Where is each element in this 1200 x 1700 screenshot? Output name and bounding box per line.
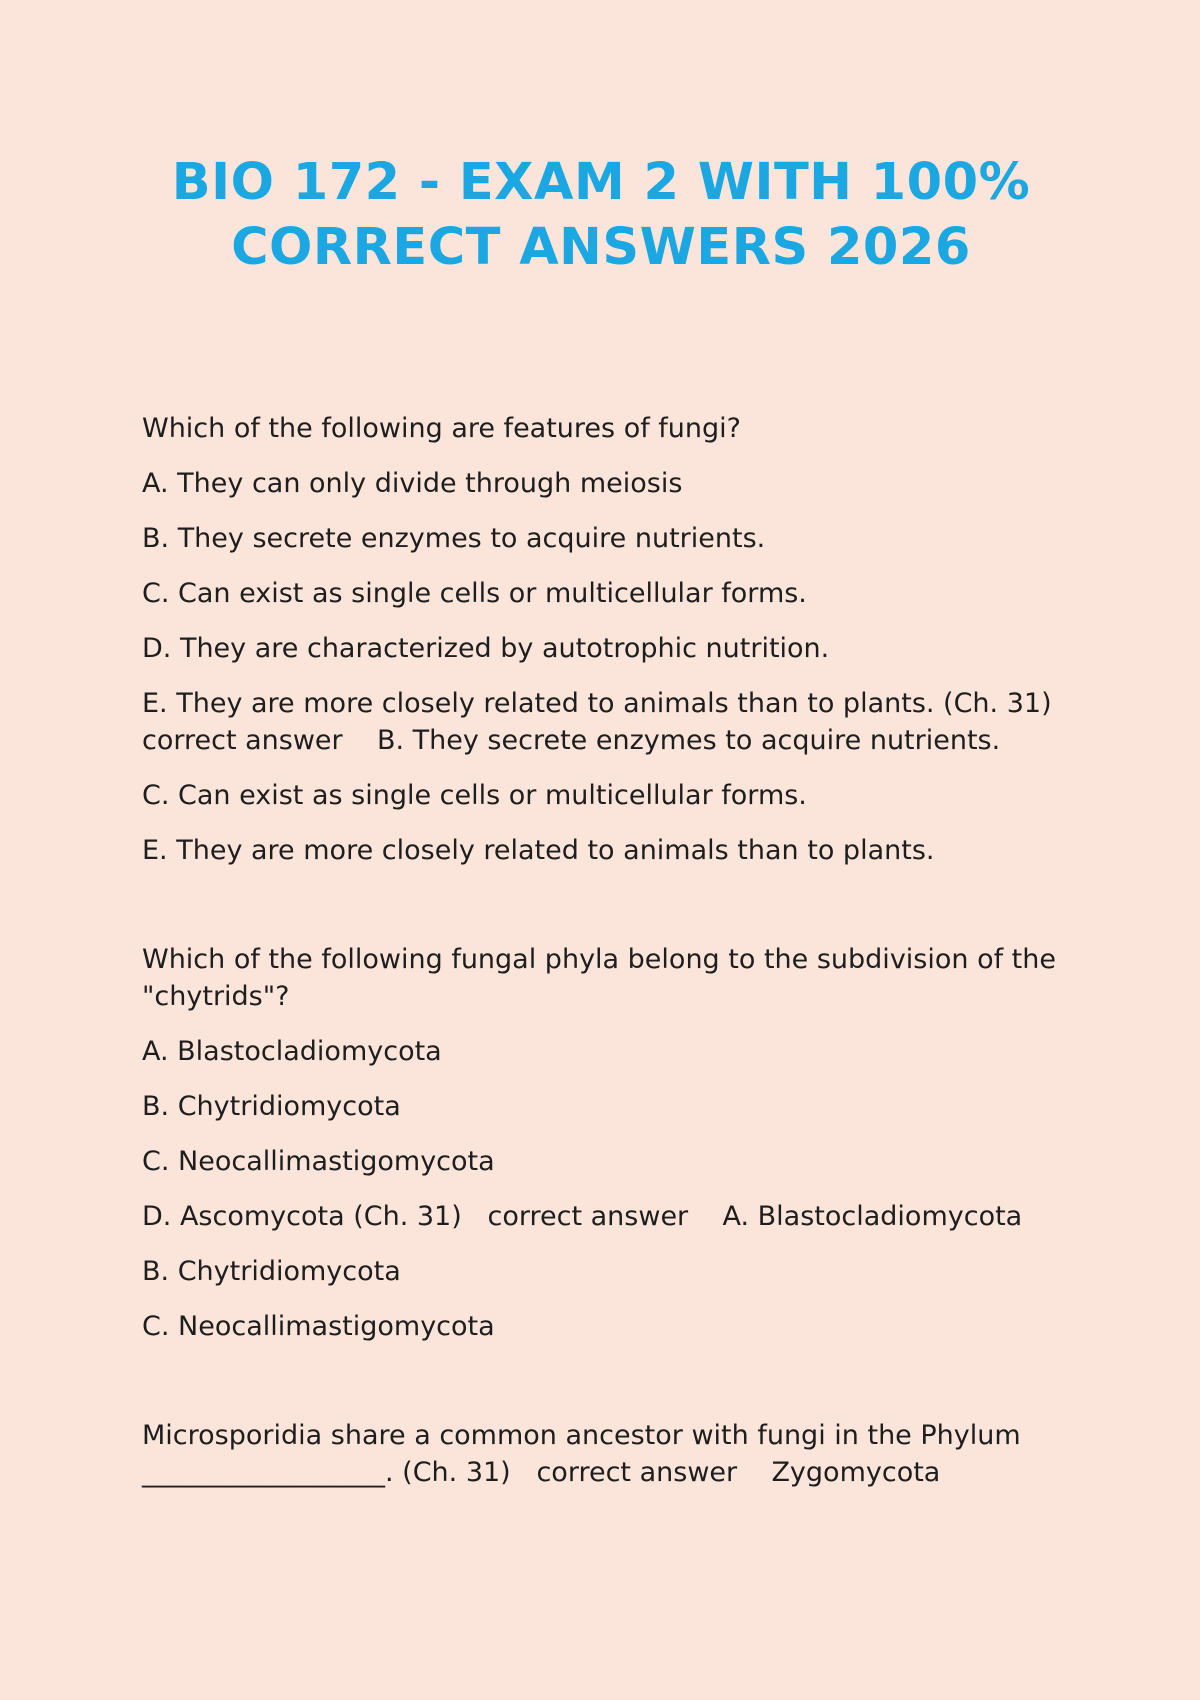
question-with-correct-answer: Microsporidia share a common ancestor with fungi in the Phylum __________________. (Ch. 31) correct answer Zygomycota bbox=[142, 1420, 1030, 1488]
correct-answer-line: C. Neocallimastigomycota bbox=[142, 1311, 495, 1342]
question-text: Which of the following fungal phyla belong to the subdivision of the "chytrids"? bbox=[142, 944, 1065, 1012]
question-block-2 bbox=[142, 941, 1065, 1345]
answer-option: B. Chytridiomycota bbox=[142, 1091, 401, 1122]
answer-option: C. Neocallimastigomycota bbox=[142, 1146, 495, 1177]
correct-answer-line: B. Chytridiomycota bbox=[142, 1256, 401, 1287]
document-title bbox=[142, 0, 1060, 280]
correct-answer-line: E. They are more closely related to animals than to plants. bbox=[142, 835, 935, 866]
title-line-2: CORRECT ANSWERS 2026 bbox=[231, 218, 971, 277]
answer-option: B. They secrete enzymes to acquire nutrients. bbox=[142, 523, 766, 554]
question-block-1 bbox=[142, 410, 1078, 869]
answer-option: A. Blastocladiomycota bbox=[142, 1036, 442, 1067]
question-list bbox=[142, 410, 1078, 1491]
title-line-1: BIO 172 - EXAM 2 WITH 100% bbox=[171, 153, 1031, 212]
answer-option-with-correct-answer: D. Ascomycota (Ch. 31) correct answer A. Blastocladiomycota bbox=[142, 1201, 1023, 1232]
correct-answer-line: C. Can exist as single cells or multicellular forms. bbox=[142, 780, 807, 811]
answer-option-with-correct-answer: E. They are more closely related to animals than to plants. (Ch. 31) correct answer B. They secrete enzymes to acquire nutrients. bbox=[142, 688, 1078, 756]
answer-option: A. They can only divide through meiosis bbox=[142, 468, 683, 499]
question-block-3 bbox=[142, 1417, 1060, 1491]
answer-option: C. Can exist as single cells or multicellular forms. bbox=[142, 578, 807, 609]
answer-option: D. They are characterized by autotrophic nutrition. bbox=[142, 633, 830, 664]
question-text: Which of the following are features of fungi? bbox=[142, 413, 741, 444]
